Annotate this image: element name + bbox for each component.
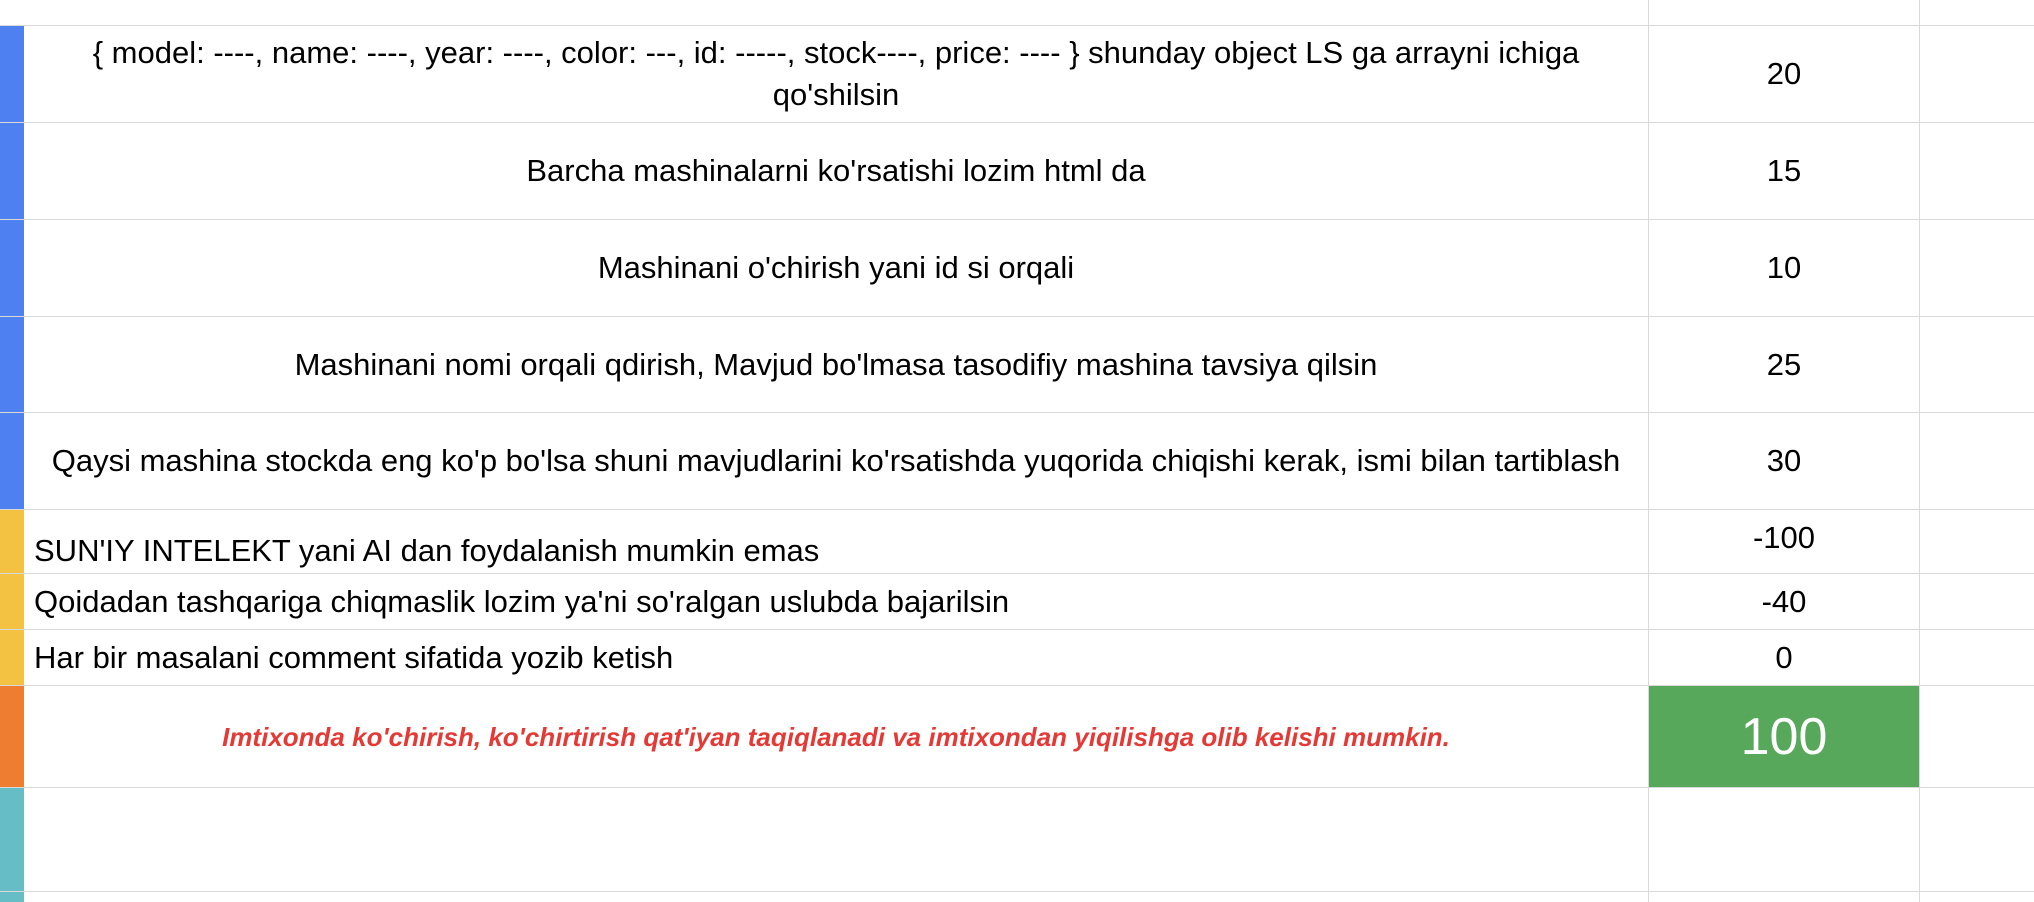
cell-empty[interactable] <box>1920 26 2034 122</box>
cell-points[interactable] <box>1649 788 1920 891</box>
points-value: -100 <box>1752 520 1816 555</box>
task-text: Mashinani nomi orqali qdirish, Mavjud bo'lmasa tasodifiy mashina tavsiya qilsin <box>294 346 1378 382</box>
cell-task[interactable] <box>24 788 1649 891</box>
cell-empty[interactable] <box>1920 317 2034 412</box>
cell-warning[interactable] <box>24 686 1649 787</box>
table-row <box>0 413 2034 510</box>
points-value: 0 <box>1775 639 1793 675</box>
cell-empty[interactable] <box>1920 788 2034 891</box>
cell-task[interactable] <box>24 317 1649 412</box>
table-row <box>0 123 2034 220</box>
table-row <box>0 892 2034 902</box>
row-color-stripe <box>0 574 24 629</box>
cell-points[interactable] <box>1649 220 1920 316</box>
cell-points[interactable] <box>1649 123 1920 219</box>
points-value: 25 <box>1766 346 1802 382</box>
cell-empty[interactable] <box>1920 123 2034 219</box>
cell-task[interactable] <box>24 0 1649 25</box>
row-color-stripe <box>0 413 24 509</box>
cell-points[interactable] <box>1649 892 1920 902</box>
table-row <box>0 630 2034 686</box>
points-value: 20 <box>1766 56 1802 91</box>
cell-task[interactable] <box>24 510 1649 573</box>
table-row <box>0 26 2034 123</box>
cell-task[interactable] <box>24 413 1649 509</box>
cell-empty[interactable] <box>1920 686 2034 787</box>
row-color-stripe <box>0 220 24 316</box>
row-color-stripe <box>0 630 24 685</box>
table-row <box>0 574 2034 630</box>
points-value: 10 <box>1766 250 1802 285</box>
row-color-stripe <box>0 510 24 573</box>
cell-empty[interactable] <box>1920 220 2034 316</box>
cell-points[interactable] <box>1649 630 1920 685</box>
points-value: 30 <box>1766 443 1802 478</box>
cell-task[interactable] <box>24 123 1649 219</box>
row-color-stripe <box>0 26 24 122</box>
table-row <box>0 0 2034 26</box>
total-score-value: 100 <box>1740 707 1828 766</box>
cell-points[interactable] <box>1649 510 1920 573</box>
cell-empty[interactable] <box>1920 413 2034 509</box>
points-value: -40 <box>1761 583 1807 619</box>
cell-task[interactable] <box>24 220 1649 316</box>
table-row <box>0 317 2034 413</box>
cell-empty[interactable] <box>1920 630 2034 685</box>
table-row <box>0 788 2034 892</box>
cell-empty[interactable] <box>1920 510 2034 573</box>
row-color-stripe <box>0 686 24 787</box>
cell-empty[interactable] <box>1920 892 2034 902</box>
task-text: SUN'IY INTELEKT yani AI dan foydalanish mumkin emas <box>34 532 820 568</box>
cell-task[interactable] <box>24 892 1649 902</box>
row-color-stripe <box>0 317 24 412</box>
cell-empty[interactable] <box>1920 0 2034 25</box>
row-color-stripe <box>0 788 24 891</box>
warning-text: Imtixonda ko'chirish, ko'chirtirish qat'iyan taqiqlanadi va imtixondan yiqilishga olib kelishi mumkin. <box>222 721 1450 752</box>
cell-points[interactable] <box>1649 317 1920 412</box>
cell-points[interactable] <box>1649 26 1920 122</box>
cell-points[interactable] <box>1649 413 1920 509</box>
points-value: 15 <box>1766 153 1802 188</box>
table-row <box>0 510 2034 574</box>
row-color-stripe <box>0 123 24 219</box>
task-text: Qaysi mashina stockda eng ko'p bo'lsa shuni mavjudlarini ko'rsatishda yuqorida chiqishi kerak, ismi bilan tartiblash <box>51 443 1621 478</box>
row-color-stripe <box>0 892 24 902</box>
cell-task[interactable] <box>24 630 1649 685</box>
cell-points[interactable] <box>1649 574 1920 629</box>
task-text: Har bir masalani comment sifatida yozib ketish <box>34 639 674 675</box>
cell-task[interactable] <box>24 574 1649 629</box>
total-score-cell[interactable] <box>1649 686 1920 787</box>
cell-empty[interactable] <box>1920 574 2034 629</box>
summary-row <box>0 686 2034 788</box>
task-text: Barcha mashinalarni ko'rsatishi lozim html da <box>526 153 1146 188</box>
table-row <box>0 220 2034 317</box>
cell-task[interactable] <box>24 26 1649 122</box>
task-text: { model: ----, name: ----, year: ----, color: ---, id: -----, stock----, price: ---- } shunday object LS ga arrayni ichiga qo'shilsin <box>92 35 1580 112</box>
cell-points[interactable] <box>1649 0 1920 25</box>
task-text: Mashinani o'chirish yani id si orqali <box>597 250 1075 285</box>
task-text: Qoidadan tashqariga chiqmaslik lozim ya'ni so'ralgan uslubda bajarilsin <box>34 583 1010 619</box>
